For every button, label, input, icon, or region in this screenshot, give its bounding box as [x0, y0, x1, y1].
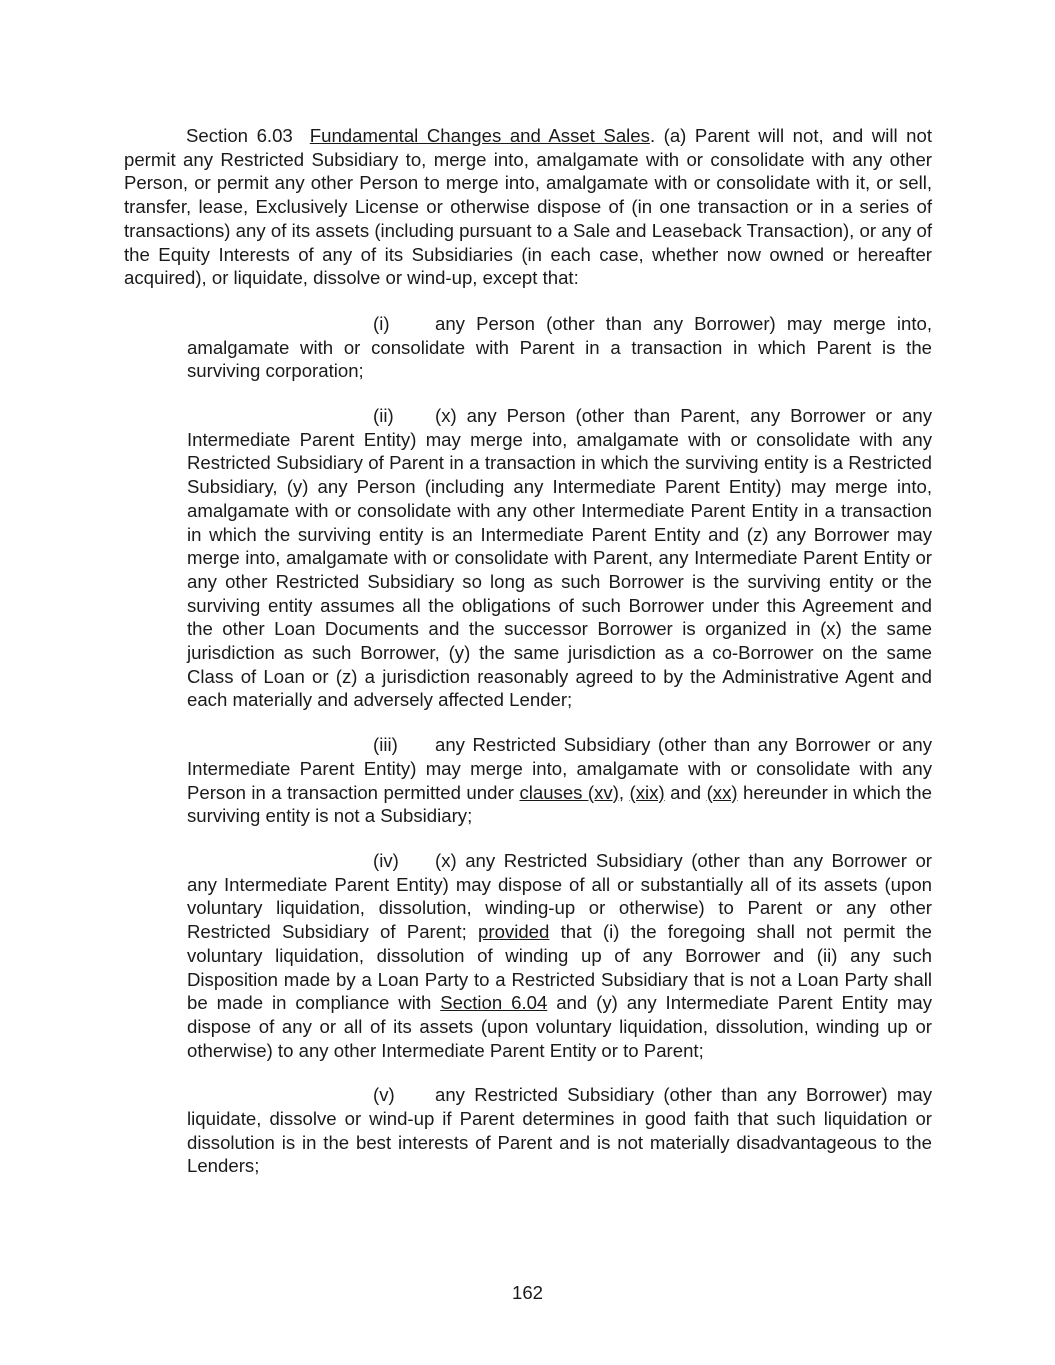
document-page: [124, 124, 932, 1178]
clause-text: that (i) the foregoing shall not permit the voluntary liquidation, dissolution of winding up of any Borrower and (ii) any such Disposition made by a Loan Party to a Restricted Subsidiary that is not a Loan Party shall be made in compliance with: [187, 921, 932, 1014]
clause-text: hereunder in which the surviving entity is not a Subsidiary;: [187, 781, 932, 827]
clause-iii: [187, 733, 932, 828]
section-intro-text: . (a) Parent will not, and will not permit any Restricted Subsidiary to, merge into, amalgamate with or consolidate with any other Person, or permit any other Person to merge into, amalgamate with or consolidate with it, or sell, transfer, lease, Exclusively License or otherwise dispose of (in one transaction or in a series of transactions) any of its assets (including pursuant to a Sale and Leaseback Transaction), or any of the Equity Interests of any of its Subsidiaries (in each case, whether now owned or hereafter acquired), or liquidate, dissolve or wind-up, except that:: [124, 125, 932, 289]
page-number: 162: [511, 1282, 544, 1303]
clause-text: and: [664, 781, 707, 803]
clause-label: (iv): [373, 849, 399, 871]
clause-i: [187, 312, 932, 383]
section-number: Section 6.03: [186, 125, 293, 146]
clause-text: (x) any Restricted Subsidiary (other than any Borrower or any Intermediate Parent Entity) may dispose of all or substantially all of its assets (upon voluntary liquidation, dissolution, winding-up or otherwise) to Parent or any other Restricted Subsidiary of Parent;: [187, 849, 932, 943]
clause-iv: [187, 849, 932, 1062]
clause-text: and (y) any Intermediate Parent Entity may dispose of any or all of its assets (upon voluntary liquidation, dissolution, winding up or otherwise) to any other Intermediate Parent Entity or to Parent;: [187, 992, 932, 1061]
clause-text: any Restricted Subsidiary (other than any Borrower) may liquidate, dissolve or wind-up if Parent determines in good faith that such liquidation or dissolution is in the best interests of Parent and is not materially disadvantageous to the Lenders;: [187, 1084, 932, 1177]
clause-text: any Restricted Subsidiary (other than any Borrower or any Intermediate Parent Entity) may merge into, amalgamate with or consolidate with any Person in a transaction permitted under: [187, 734, 932, 803]
clause-reference: clauses (xv): [519, 781, 619, 803]
clause-label: (iii): [373, 734, 398, 756]
clause-label: (v): [373, 1084, 395, 1106]
clause-label: (i): [373, 312, 390, 334]
clause-label: (ii): [373, 405, 394, 427]
clause-reference: (xx): [706, 781, 738, 803]
clause-reference: (xix): [629, 781, 665, 803]
proviso-term: provided: [478, 921, 550, 943]
clause-v: [187, 1083, 932, 1178]
clause-ii: [187, 404, 932, 712]
clause-text: any Person (other than any Borrower) may merge into, amalgamate with or consolidate with Parent in a transaction in which Parent is the surviving corporation;: [187, 312, 932, 382]
section-intro-paragraph: [124, 124, 932, 290]
clause-text: ,: [618, 781, 630, 803]
section-title: Fundamental Changes and Asset Sales: [309, 125, 650, 146]
clause-text: (x) any Person (other than Parent, any Borrower or any Intermediate Parent Entity) may merge into, amalgamate with or consolidate with any Restricted Subsidiary of Parent in a transaction in which the surviving entity is a Restricted Subsidiary, (y) any Person (including any Intermediate Parent Entity) may merge into, amalgamate with or consolidate with any other Intermediate Parent Entity in a transaction in which the surviving entity is an Intermediate Parent Entity and (z) any Borrower may merge into, amalgamate with or consolidate with Parent, any Intermediate Parent Entity or any other Restricted Subsidiary so long as such Borrower is the surviving entity or the surviving entity assumes all the obligations of such Borrower under this Agreement and the other Loan Documents and the successor Borrower is organized in (x) the same jurisdiction as such Borrower, (y) the same jurisdiction as a co-Borrower on the same Class of Loan or (z) a jurisdiction reasonably agreed to by the Administrative Agent and each materially and adversely affected Lender;: [187, 405, 932, 711]
clause-reference: Section 6.04: [440, 992, 548, 1014]
